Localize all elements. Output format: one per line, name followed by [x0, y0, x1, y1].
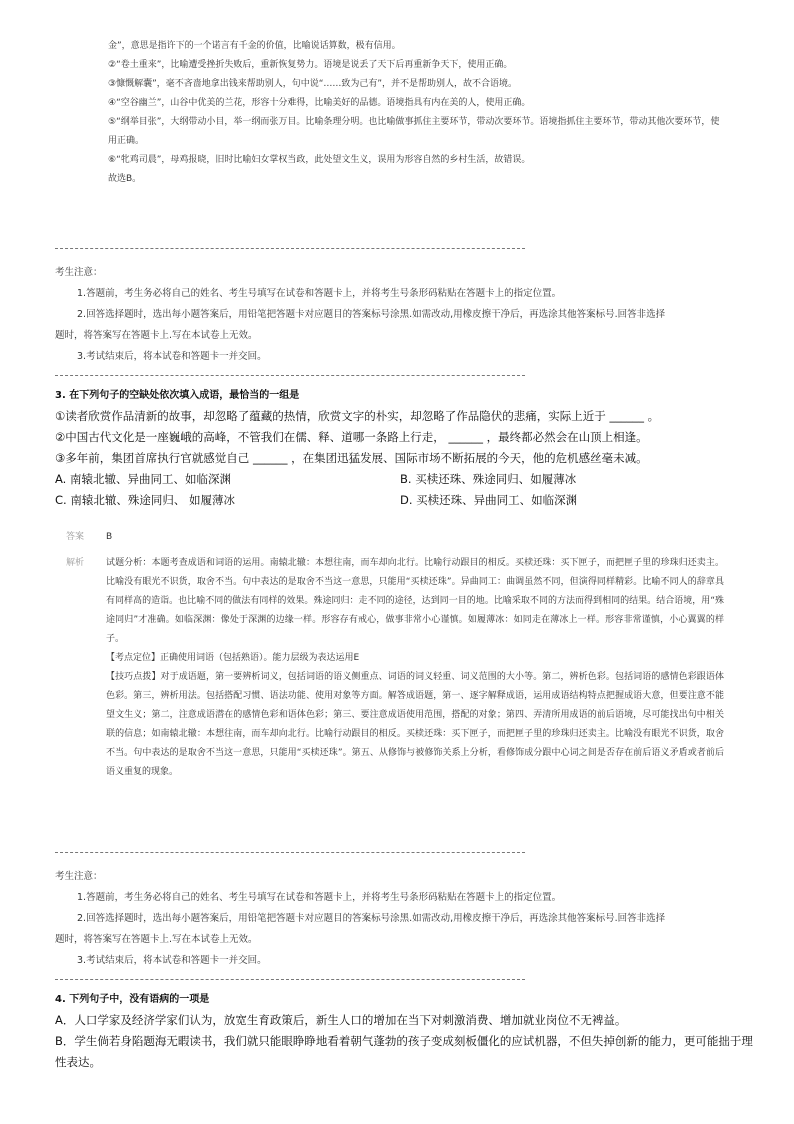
question-title: 3. 在下列句子的空缺处依次填入成语，最恰当的一组是	[55, 390, 300, 401]
notice-item: 1.答题前，考生务必将自己的姓名、考生号填写在试卷和答题卡上，并将考生号条形码粘贴在答题卡上的指定位置。	[77, 892, 562, 903]
prev-answer-line: ③慷慨解囊”，毫不吝啬地拿出钱来帮助别人，句中说“……致为己有”，并不是帮助别人，故不合语境。	[108, 79, 518, 89]
option-a: A．人口学家及经济学家们认为，放宽生育政策后，新生人口的增加在当下对刺激消费、增加就业岗位不无裨益。	[55, 1013, 627, 1027]
explanation-body	[106, 554, 724, 782]
dashed-divider	[55, 375, 525, 376]
dashed-divider	[55, 852, 525, 853]
notice-item: 2.回答选择题时，选出每小题答案后，用铅笔把答题卡对应题目的答案标号涂黑.如需改动,用橡皮擦干净后，再选涂其他答案标号.回答非选择	[77, 309, 666, 320]
notice-item: 1.答题前，考生务必将自己的姓名、考生号填写在试卷和答题卡上，并将考生号条形码粘贴在答题卡上的指定位置。	[77, 288, 562, 299]
explanation-paragraph: 【技巧点拨】对于成语题，第一要辨析词义，包括词语的语义侧重点、词语的词义轻重、词义范围的大小等。第二，辨析色彩。包括词语的感情色彩跟语体色彩。第三，辨析用法。包括搭配习惯、语法功能、使用对象等方面。解答成语题，第一、逐字解释成语，运用成语结构特点把握成语大意，但要注意不能望文生义；第二，注意成语潜在的感情色彩和语体色彩；第三、要注意成语使用范围，搭配的对象；第四、弄清所用成语的前后语境，尽可能找出句中相关联的信息；如南辕北辙：本想往南，而车却向北行。比喻行动跟目的相反。买椟还珠：买下匣子，而把匣子里的珍珠归还卖主。比喻没有眼光不识货，取舍不当。句中表达的是取舍不当这一意思，只能用“买椟还珠”。第五、从修饰与被修饰关系上分析，看修饰成分跟中心词之间是否存在前后语义矛盾或者前后语义重复的现象。	[106, 672, 724, 777]
prev-answer-line: ⑤“纲举目张”，大纲带动小目，举一纲而张万目。比喻条理分明。也比喻做事抓住主要环节，带动次要环节。语境指抓住主要环节，带动其他次要环节，使用正确。	[108, 117, 720, 146]
option-c: C. 南辕北辙、殊途同归、 如履薄冰	[55, 493, 235, 507]
prev-answer-line: 金”，意思是指许下的一个诺言有千金的价值，比喻说话算数，极有信用。	[108, 41, 401, 51]
question-title: 4. 下列句子中，没有语病的一项是	[55, 994, 210, 1005]
notice-item: 3.考试结束后，将本试卷和答题卡一并交回。	[77, 351, 267, 362]
notice-title: 考生注意：	[55, 871, 103, 882]
prev-answer-section	[108, 37, 758, 189]
option-b: B. 买椟还珠、殊途同归、如履薄冰	[400, 472, 577, 486]
question-sentence: ③多年前，集团首席执行官就感觉自己 ______ ，在集团迅猛发展、国际市场不断拓展的今天，他的危机感丝毫未减。	[55, 451, 648, 465]
exam-notice	[55, 866, 745, 971]
question-4	[55, 990, 755, 1073]
explanation-label: 解析	[66, 558, 85, 568]
option-row	[55, 490, 755, 511]
notice-item-continued: 题时，将答案写在答题卡上.写在本试卷上无效。	[55, 330, 258, 341]
notice-item: 3.考试结束后，将本试卷和答题卡一并交回。	[77, 955, 267, 966]
prev-answer-line: ⑥“牝鸡司晨”，母鸡报晓，旧时比喻妇女掌权当政，此处望文生义，误用为形容自然的乡村生活，故错误。	[108, 155, 531, 165]
option-a: A. 南辕北辙、异曲同工、如临深渊	[55, 472, 231, 486]
dashed-divider	[55, 248, 525, 249]
explanation-row	[66, 554, 726, 782]
answer-label: 答案	[66, 532, 85, 542]
answer-value: B	[106, 532, 113, 542]
prev-answer-line: 故选B。	[108, 174, 142, 184]
notice-title: 考生注意：	[55, 267, 103, 278]
question-sentence: ①读者欣赏作品清新的故事，却忽略了蕴藏的热情，欣赏文字的朴实，却忽略了作品隐伏的悲痛，实际上近于 ______ 。	[55, 409, 660, 423]
question-3	[55, 386, 755, 511]
prev-answer-line: ②“卷土重来”，比喻遭受挫折失败后，重新恢复势力。语境是说丢了天下后再重新争天下，使用正确。	[108, 60, 513, 70]
option-row	[55, 469, 755, 490]
explanation-paragraph: 【考点定位】正确使用词语（包括熟语）。能力层级为表达运用E	[106, 653, 360, 663]
answer-row	[66, 528, 726, 547]
notice-item: 2.回答选择题时，选出每小题答案后，用铅笔把答题卡对应题目的答案标号涂黑.如需改动,用橡皮擦干净后，再选涂其他答案标号.回答非选择	[77, 913, 666, 924]
exam-notice	[55, 262, 745, 367]
option-d: D. 买椟还珠、异曲同工、如临深渊	[400, 493, 578, 507]
notice-item-continued: 题时，将答案写在答题卡上.写在本试卷上无效。	[55, 934, 258, 945]
question-sentence: ②中国古代文化是一座巍峨的高峰，不管我们在儒、释、道哪一条路上行走， ______ ，最终都必然会在山顶上相逢。	[55, 430, 648, 444]
option-b: B．学生倘若身陷题海无暇读书，我们就只能眼睁睁地看着朝气蓬勃的孩子变成刻板僵化的应试机器，不但失掉创新的能力，更可能拙于理性表达。	[55, 1034, 753, 1069]
dashed-divider	[55, 979, 525, 980]
prev-answer-line: ④“空谷幽兰”，山谷中优美的兰花，形容十分难得，比喻美好的品德。语境指具有内在美的人，使用正确。	[108, 98, 531, 108]
explanation-paragraph: 试题分析：本题考查成语和词语的运用。南辕北辙：本想往南，而车却向北行。比喻行动跟目的相反。买椟还珠：买下匣子，而把匣子里的珍珠归还卖主。比喻没有眼光不识货，取舍不当。句中表达的是取舍不当这一意思，只能用“买椟还珠”。异曲同工：曲调虽然不同，但演得同样精彩。比喻不同人的辞章具有同样高的造诣。也比喻不同的做法有同样的效果。殊途同归：走不同的途径，达到同一目的地。比喻采取不同的方法而得到相同的结果。结合语境，用“殊途同归”才准确。如临深渊：像处于深渊的边缘一样。形容存有戒心，做事非常小心谨慎。如履薄冰：如同走在薄冰上一样。形容非常谨慎，小心翼翼的样子。	[106, 558, 724, 644]
